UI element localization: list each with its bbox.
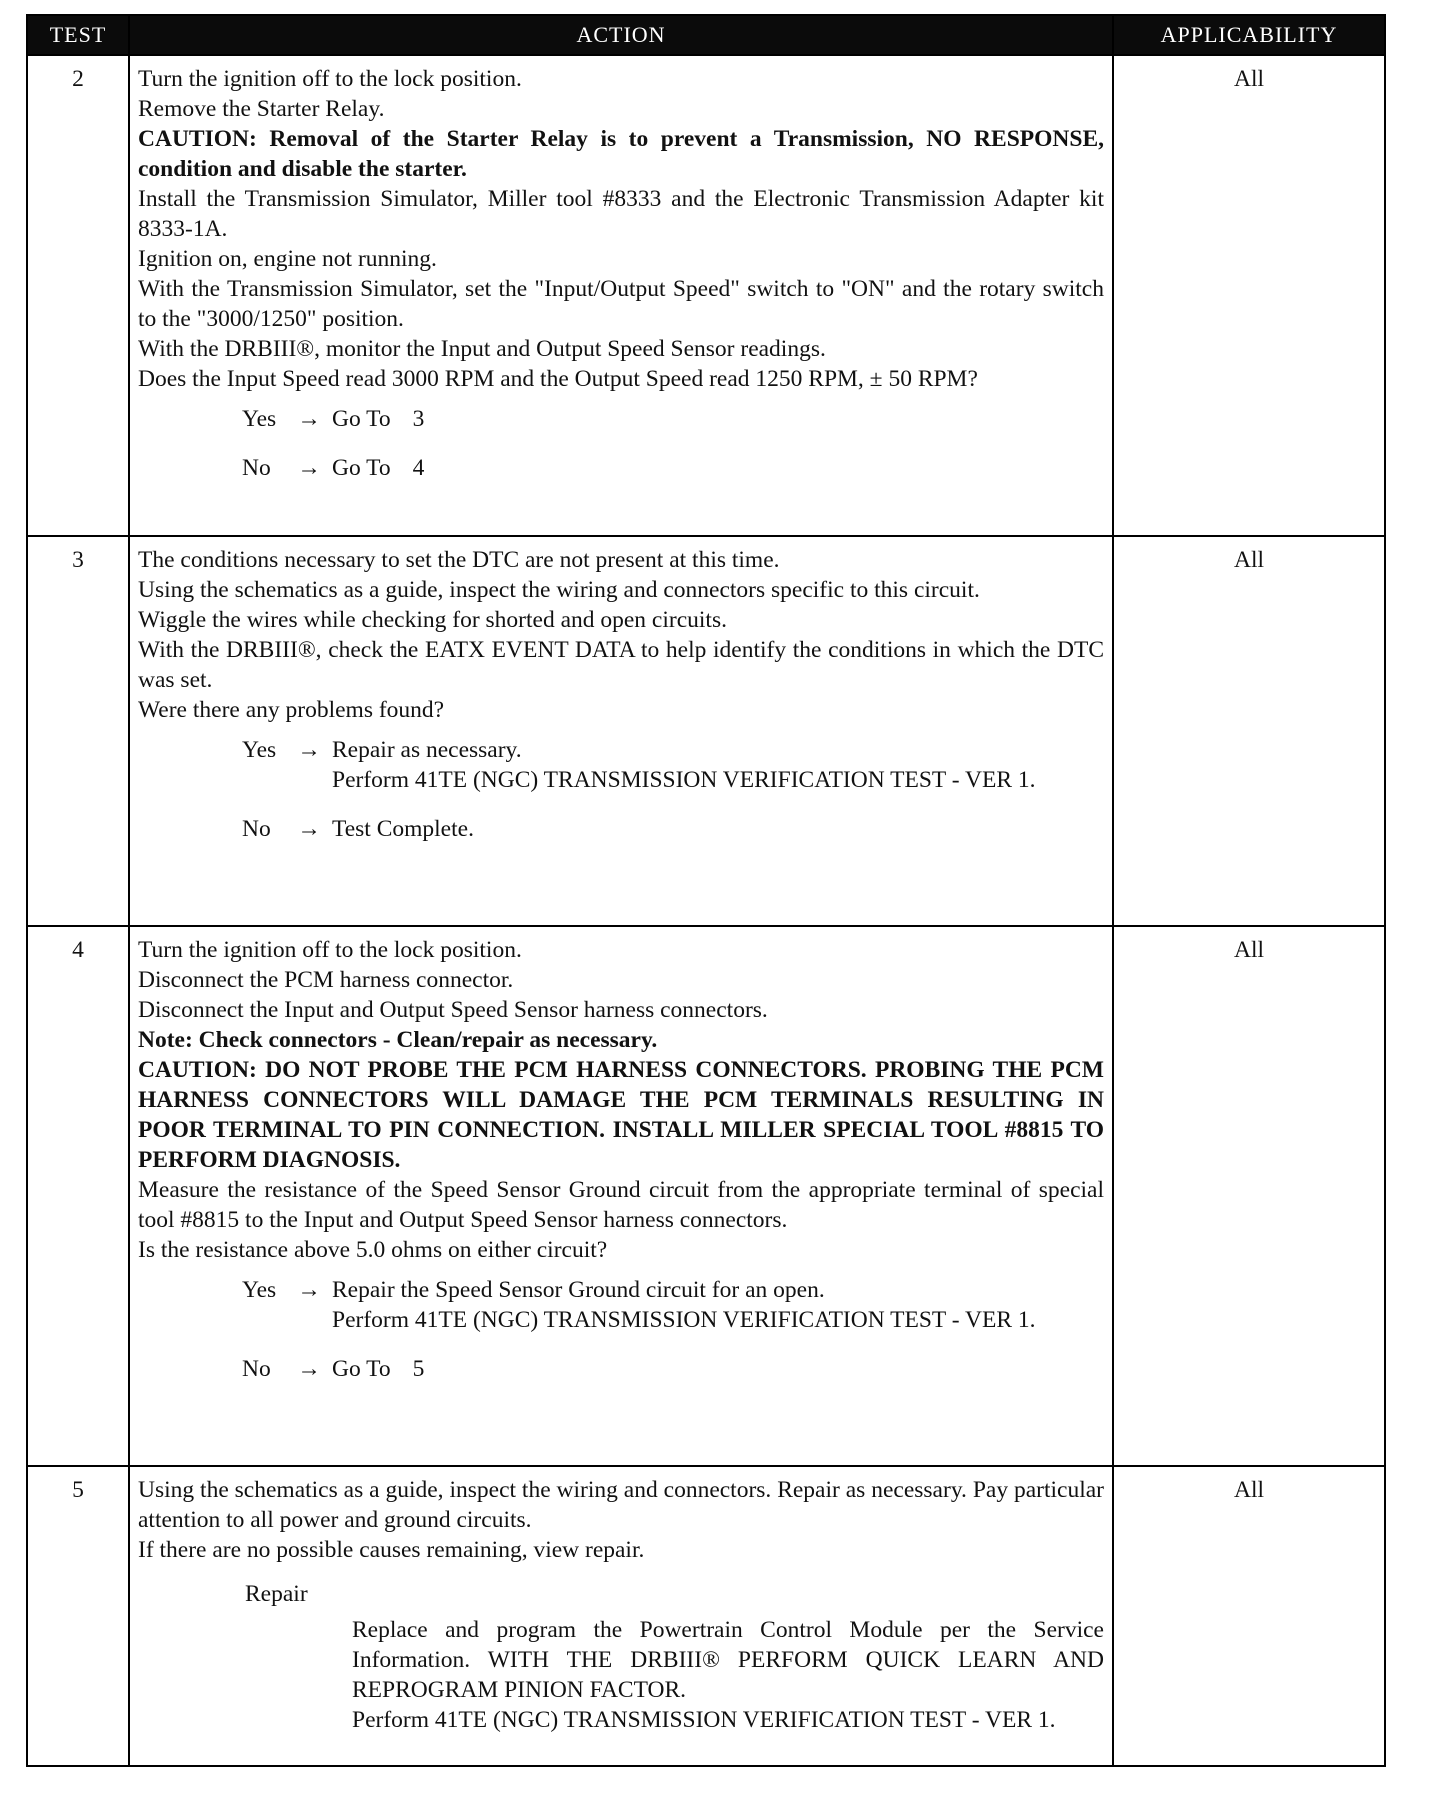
diagnostic-page: [26, 14, 1384, 1767]
answer-list: [138, 1275, 1104, 1384]
question-text: Does the Input Speed read 3000 RPM and the Output Speed read 1250 RPM, ± 50 RPM?: [138, 366, 978, 392]
answer-text: Repair the Speed Sensor Ground circuit for an open. Perform 41TE (NGC) TRANSMISSION VERIFICATION TEST - VER 1.: [332, 1277, 1036, 1333]
test-row-3: [27, 536, 1385, 926]
action-line: Using the schematics as a guide, inspect the wiring and connectors specific to this circuit.: [138, 577, 980, 603]
answer-label: No: [242, 455, 271, 481]
arrow-icon: →: [297, 1356, 321, 1382]
answer-no: [242, 453, 1104, 483]
action-line: Remove the Starter Relay.: [138, 96, 385, 122]
arrow-icon: →: [297, 455, 321, 481]
action-line: If there are no possible causes remaining, view repair.: [138, 1537, 645, 1563]
answer-label: Yes: [242, 406, 277, 432]
action-line: Disconnect the Input and Output Speed Sensor harness connectors.: [138, 997, 768, 1023]
caution-text: CAUTION: Removal of the Starter Relay is to prevent a Transmission, NO RESPONSE, condition and disable the starter.: [138, 126, 1104, 182]
arrow-icon: →: [297, 737, 321, 763]
caution-text: CAUTION: DO NOT PROBE THE PCM HARNESS CONNECTORS. PROBING THE PCM HARNESS CONNECTORS WILL DAMAGE THE PCM TERMINALS RESULTING IN POOR TERMINAL TO PIN CONNECTION. INSTALL MILLER SPECIAL TOOL #8815 TO PERFORM DIAGNOSIS.: [138, 1057, 1104, 1173]
answer-label: Yes: [242, 737, 277, 763]
action-line: Turn the ignition off to the lock position.: [138, 66, 522, 92]
action-cell: [129, 536, 1113, 926]
header-action: ACTION: [129, 15, 1113, 55]
answer-text: Go To 5: [332, 1356, 425, 1382]
action-line: The conditions necessary to set the DTC are not present at this time.: [138, 547, 780, 573]
action-line: With the Transmission Simulator, set the "Input/Output Speed" switch to "ON" and the rotary switch to the "3000/1250" position.: [138, 276, 1104, 332]
arrow-icon: →: [297, 1277, 321, 1303]
header-applicability: APPLICABILITY: [1113, 15, 1385, 55]
action-line: Measure the resistance of the Speed Sensor Ground circuit from the appropriate terminal of special tool #8815 to the Input and Output Speed Sensor harness connectors.: [138, 1177, 1104, 1233]
answer-label: No: [242, 1356, 271, 1382]
action-line: Disconnect the PCM harness connector.: [138, 967, 514, 993]
applicability-cell: All: [1113, 926, 1385, 1466]
test-row-4: [27, 926, 1385, 1466]
test-number: 2: [27, 55, 129, 536]
action-cell: [129, 926, 1113, 1466]
goto-number: 3: [412, 406, 425, 432]
answer-yes: [242, 1275, 1104, 1335]
answer-no: [242, 1354, 1104, 1384]
answer-label: Yes: [242, 1277, 277, 1303]
answer-list: [138, 735, 1104, 844]
test-number: 4: [27, 926, 129, 1466]
answer-text: Repair as necessary. Perform 41TE (NGC) TRANSMISSION VERIFICATION TEST - VER 1.: [332, 737, 1036, 793]
action-line: With the DRBIII®, check the EATX EVENT DATA to help identify the conditions in which the DTC was set.: [138, 637, 1104, 693]
applicability-cell: All: [1113, 1466, 1385, 1766]
action-line: Turn the ignition off to the lock position.: [138, 937, 522, 963]
action-line: Wiggle the wires while checking for shorted and open circuits.: [138, 607, 727, 633]
test-number: 5: [27, 1466, 129, 1766]
goto-number: 5: [412, 1356, 425, 1382]
note-text: Note: Check connectors - Clean/repair as necessary.: [138, 1027, 658, 1053]
header-row: [27, 15, 1385, 55]
test-row-5: [27, 1466, 1385, 1766]
repair-block: [138, 1579, 1104, 1735]
action-cell: [129, 55, 1113, 536]
action-line: Ignition on, engine not running.: [138, 246, 437, 272]
answer-no: [242, 814, 1104, 844]
diagnostic-table: [26, 14, 1386, 1767]
applicability-cell: All: [1113, 536, 1385, 926]
repair-text: Perform 41TE (NGC) TRANSMISSION VERIFICATION TEST - VER 1.: [352, 1707, 1056, 1733]
repair-label: Repair: [245, 1581, 308, 1607]
answer-yes: [242, 735, 1104, 795]
arrow-icon: →: [297, 816, 321, 842]
arrow-icon: →: [297, 406, 321, 432]
answer-text: Test Complete.: [332, 816, 474, 842]
test-number: 3: [27, 536, 129, 926]
header-test: TEST: [27, 15, 129, 55]
answer-text: Go To 4: [332, 455, 425, 481]
goto-number: 4: [412, 455, 425, 481]
answer-list: [138, 404, 1104, 483]
applicability-cell: All: [1113, 55, 1385, 536]
action-cell: [129, 1466, 1113, 1766]
action-line: Install the Transmission Simulator, Miller tool #8333 and the Electronic Transmission Adapter kit 8333-1A.: [138, 186, 1104, 242]
answer-yes: [242, 404, 1104, 434]
answer-text: Go To 3: [332, 406, 425, 432]
action-line: Using the schematics as a guide, inspect the wiring and connectors. Repair as necessary. Pay particular attention to all power and ground circuits.: [138, 1477, 1104, 1533]
question-text: Is the resistance above 5.0 ohms on either circuit?: [138, 1237, 608, 1263]
repair-text: Replace and program the Powertrain Control Module per the Service Information. WITH THE DRBIII® PERFORM QUICK LEARN AND REPROGRAM PINION FACTOR.: [352, 1617, 1104, 1703]
question-text: Were there any problems found?: [138, 697, 445, 723]
test-row-2: [27, 55, 1385, 536]
answer-label: No: [242, 816, 271, 842]
action-line: With the DRBIII®, monitor the Input and Output Speed Sensor readings.: [138, 336, 826, 362]
